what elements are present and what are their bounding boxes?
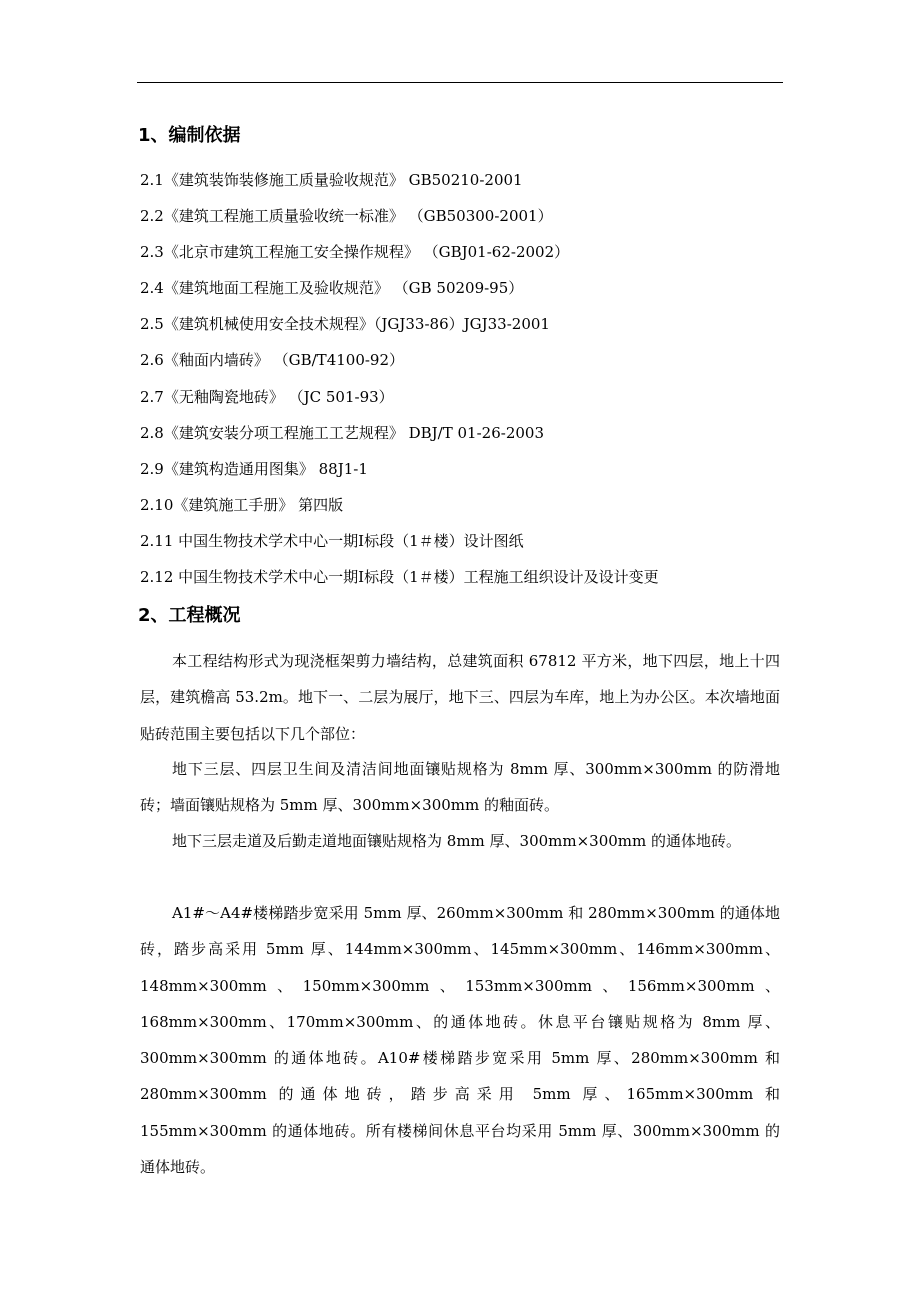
header-rule: [137, 82, 783, 83]
section-1-heading: 1、编制依据: [138, 125, 241, 146]
section-2-heading: 2、工程概况: [138, 605, 241, 626]
overview-paragraph: A1#～A4#楼梯踏步宽采用 5mm 厚、260mm×300mm 和 280mm×300mm 的通体地砖，踏步高采用 5mm 厚、144mm×300mm、145mm×300mm、146mm×300mm、148mm×300mm、150mm×300mm、153mm×300mm、156mm×300mm、168mm×300mm、170mm×300mm、的通体地砖。休息平台镶贴规格为 8mm 厚、300mm×300mm 的通体地砖。A10#楼梯踏步宽采用 5mm 厚、280mm×300mm 和 280mm×300mm 的通体地砖，踏步高采用 5mm 厚、165mm×300mm 和 155mm×300mm 的通体地砖。所有楼梯间休息平台均采用 5mm 厚、300mm×300mm 的通体地砖。: [140, 904, 780, 1177]
reference-item: 2.10《建筑施工手册》 第四版: [140, 495, 344, 514]
reference-item: 2.9《建筑构造通用图集》 88J1-1: [140, 459, 368, 478]
overview-paragraph: 地下三层、四层卫生间及清洁间地面镶贴规格为 8mm 厚、300mm×300mm 的防滑地砖；墙面镶贴规格为 5mm 厚、300mm×300mm 的釉面砖。: [140, 760, 780, 815]
reference-list: [140, 162, 659, 595]
reference-item: 2.5《建筑机械使用安全技术规程》（JGJ33-86）JGJ33-2001: [140, 315, 550, 334]
reference-item: 2.11 中国生物技术学术中心一期Ⅰ标段（1＃楼）设计图纸: [140, 531, 524, 550]
reference-item: 2.8《建筑安装分项工程施工工艺规程》 DBJ/T 01-26-2003: [140, 423, 544, 442]
reference-item: 2.6《釉面内墙砖》 （GB/T4100-92）: [140, 351, 405, 370]
reference-item: 2.12 中国生物技术学术中心一期Ⅰ标段（1＃楼）工程施工组织设计及设计变更: [140, 568, 659, 587]
reference-item: 2.4《建筑地面工程施工及验收规范》 （GB 50209-95）: [140, 279, 524, 298]
reference-item: 2.7《无釉陶瓷地砖》 （JC 501-93）: [140, 387, 394, 406]
reference-item: 2.2《建筑工程施工质量验收统一标准》 （GB50300-2001）: [140, 207, 553, 226]
overview-paragraph: 地下三层走道及后勤走道地面镶贴规格为 8mm 厚、300mm×300mm 的通体地砖。: [172, 832, 742, 850]
reference-item: 2.3《北京市建筑工程施工安全操作规程》 （GBJ01-62-2002）: [140, 243, 570, 262]
overview-paragraph: 本工程结构形式为现浇框架剪力墙结构，总建筑面积 67812 平方米，地下四层，地上十四层，建筑檐高 53.2m。地下一、二层为展厅，地下三、四层为车库，地上为办公区。本次墙地面贴砖范围主要包括以下几个部位：: [140, 652, 780, 743]
reference-item: 2.1《建筑装饰装修施工质量验收规范》 GB50210-2001: [140, 171, 523, 189]
